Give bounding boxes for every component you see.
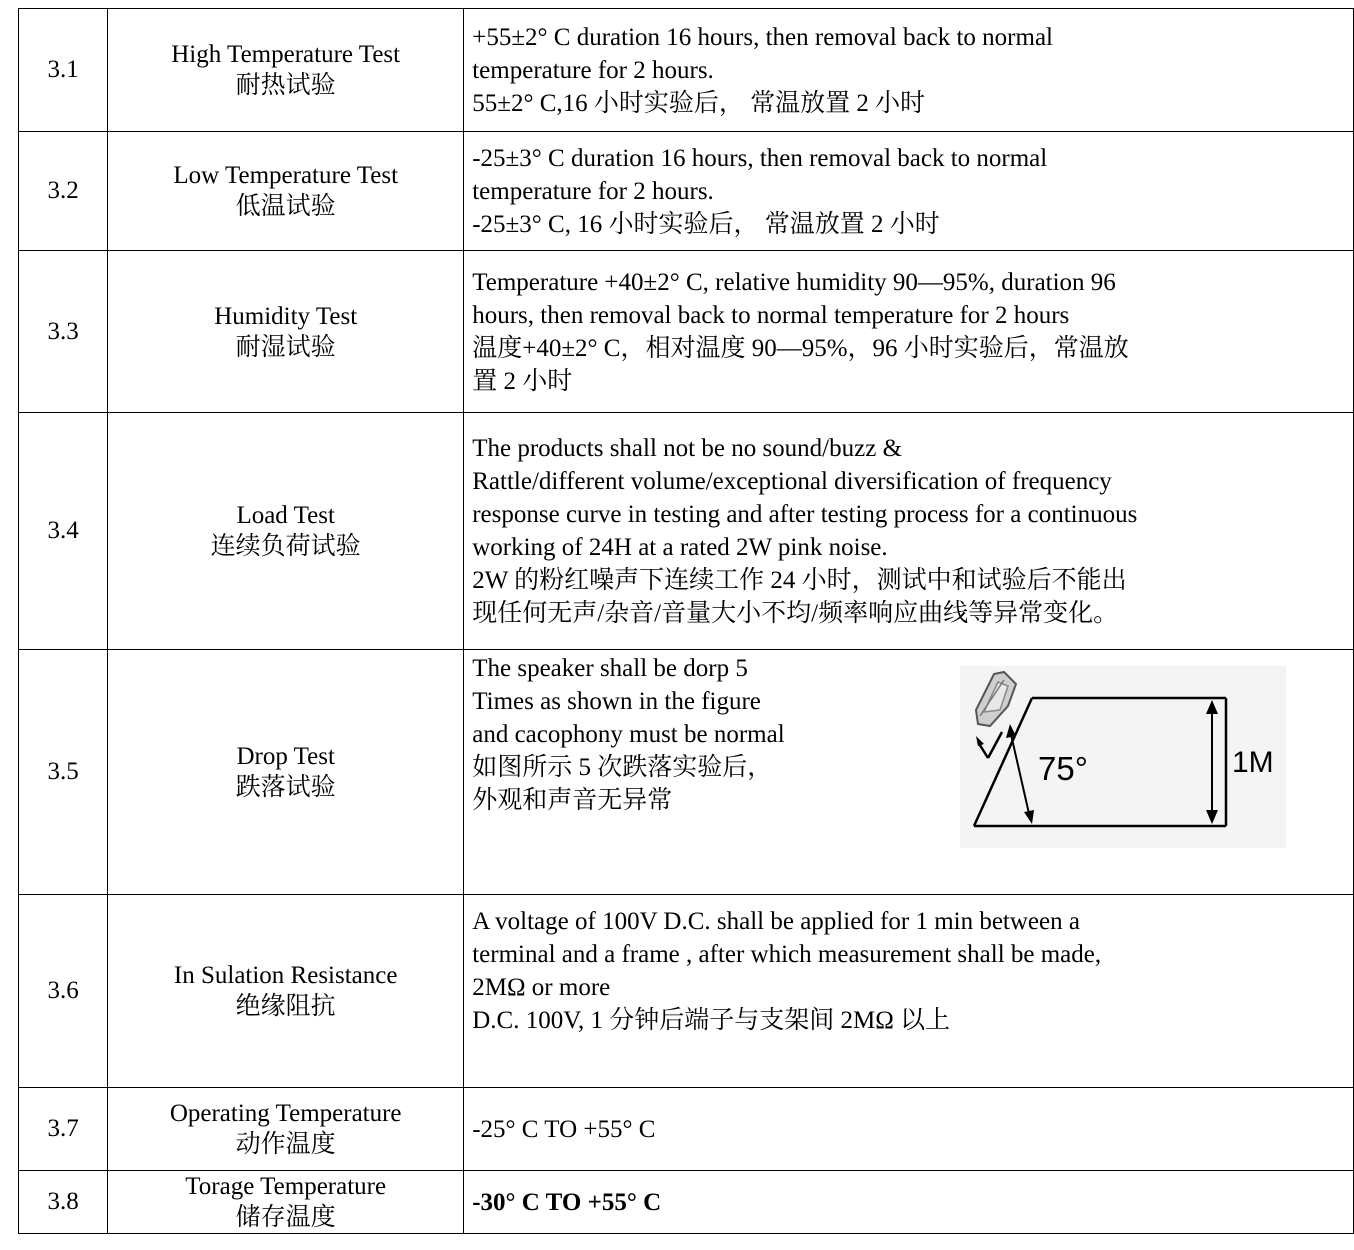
description-line: -25±3° C, 16 小时实验后， 常温放置 2 小时 — [472, 210, 940, 238]
description-line: -30° C TO +55° C — [472, 1188, 662, 1216]
test-item — [108, 251, 464, 413]
test-item-en: Operating Temperature — [169, 1100, 402, 1127]
test-item-cn: 耐热试验 — [235, 72, 336, 99]
description-line: 外观和声音无异常 — [472, 787, 673, 814]
description-line: 现任何无声/杂音/音量大小不均/频率响应曲线等异常变化。 — [472, 600, 1119, 627]
description-line: 55±2° C,16 小时实验后， 常温放置 2 小时 — [472, 89, 926, 117]
table-row — [19, 132, 1354, 251]
test-item — [108, 9, 464, 132]
test-item-en: High Temperature Test — [171, 41, 401, 68]
row-number: 3.6 — [19, 895, 108, 1088]
description-line: response curve in testing and after testing process for a continuous — [472, 501, 1138, 528]
drop-test-text — [472, 652, 784, 817]
test-item-en: Low Temperature Test — [173, 162, 399, 189]
test-item-en: Drop Test — [236, 743, 335, 770]
description-line: 如图所示 5 次跌落实验后， — [472, 754, 773, 781]
test-description — [464, 650, 1354, 895]
description-line: 温度+40±2° C，相对温度 90—95%，96 小时实验后，常温放 — [472, 334, 1129, 362]
description-line: D.C. 100V, 1 分钟后端子与支架间 2MΩ 以上 — [472, 1007, 951, 1034]
description-line: 2W 的粉红噪声下连续工作 24 小时，测试中和试验后不能出 — [472, 567, 1127, 594]
description-line: The speaker shall be dorp 5 — [472, 655, 748, 682]
table-row — [19, 895, 1354, 1088]
description-line: -25° C TO +55° C — [472, 1115, 656, 1143]
table-row — [19, 1171, 1354, 1234]
test-description — [464, 1088, 1354, 1171]
description-line: Times as shown in the figure — [472, 688, 761, 715]
row-number: 3.4 — [19, 413, 108, 650]
table-row — [19, 251, 1354, 413]
height-label: 1M — [1232, 746, 1274, 779]
test-item-en: Load Test — [236, 502, 335, 529]
description-line: working of 24H at a rated 2W pink noise. — [472, 534, 888, 561]
test-item-en: Torage Temperature — [185, 1173, 387, 1200]
table-row — [19, 413, 1354, 650]
test-item-cn: 跌落试验 — [235, 774, 336, 801]
test-item-cn: 动作温度 — [235, 1131, 336, 1158]
row-number: 3.8 — [19, 1171, 108, 1234]
test-description — [464, 251, 1354, 413]
test-item — [108, 895, 464, 1088]
table-row — [19, 1088, 1354, 1171]
description-line: +55±2° C duration 16 hours, then removal back to normal — [472, 23, 1053, 51]
row-number: 3.5 — [19, 650, 108, 895]
test-item-cn: 低温试验 — [235, 193, 336, 220]
test-item — [108, 1088, 464, 1171]
description-line: terminal and a frame , after which measurement shall be made, — [472, 941, 1102, 968]
description-line: 置 2 小时 — [472, 367, 573, 395]
test-description — [464, 895, 1354, 1088]
description-line: Rattle/different volume/exceptional diversification of frequency — [472, 468, 1112, 495]
test-description — [464, 9, 1354, 132]
drop-test-figure — [960, 666, 1286, 848]
test-item-cn: 连续负荷试验 — [210, 533, 361, 560]
row-number: 3.2 — [19, 132, 108, 251]
table-row — [19, 9, 1354, 132]
test-spec-table — [18, 8, 1354, 1234]
description-line: and cacophony must be normal — [472, 721, 785, 748]
test-description — [464, 1171, 1354, 1234]
description-line: -25±3° C duration 16 hours, then removal back to normal — [472, 144, 1048, 172]
test-description — [464, 132, 1354, 251]
description-line: Temperature +40±2° C, relative humidity 90—95%, duration 96 — [472, 268, 1116, 296]
test-description — [464, 413, 1354, 650]
description-line: temperature for 2 hours. — [472, 56, 714, 84]
row-number: 3.7 — [19, 1088, 108, 1171]
test-item — [108, 413, 464, 650]
description-line: hours, then removal back to normal temperature for 2 hours — [472, 301, 1070, 329]
description-line: The products shall not be no sound/buzz & — [472, 435, 903, 462]
test-item — [108, 132, 464, 251]
row-number: 3.1 — [19, 9, 108, 132]
test-item — [108, 1171, 464, 1234]
test-item-en: Humidity Test — [214, 302, 358, 330]
table-row — [19, 650, 1354, 895]
test-item-en: In Sulation Resistance — [173, 962, 398, 989]
test-item-cn: 绝缘阻抗 — [235, 993, 336, 1020]
angle-label: 75° — [1038, 750, 1089, 787]
description-line: A voltage of 100V D.C. shall be applied for 1 min between a — [472, 908, 1080, 935]
test-item-cn: 耐湿试验 — [235, 333, 336, 361]
drop-test-content — [464, 652, 1349, 893]
row-number: 3.3 — [19, 251, 108, 413]
test-item-cn: 储存温度 — [235, 1204, 336, 1231]
description-line: 2MΩ or more — [472, 974, 611, 1001]
test-item — [108, 650, 464, 895]
description-line: temperature for 2 hours. — [472, 177, 714, 205]
